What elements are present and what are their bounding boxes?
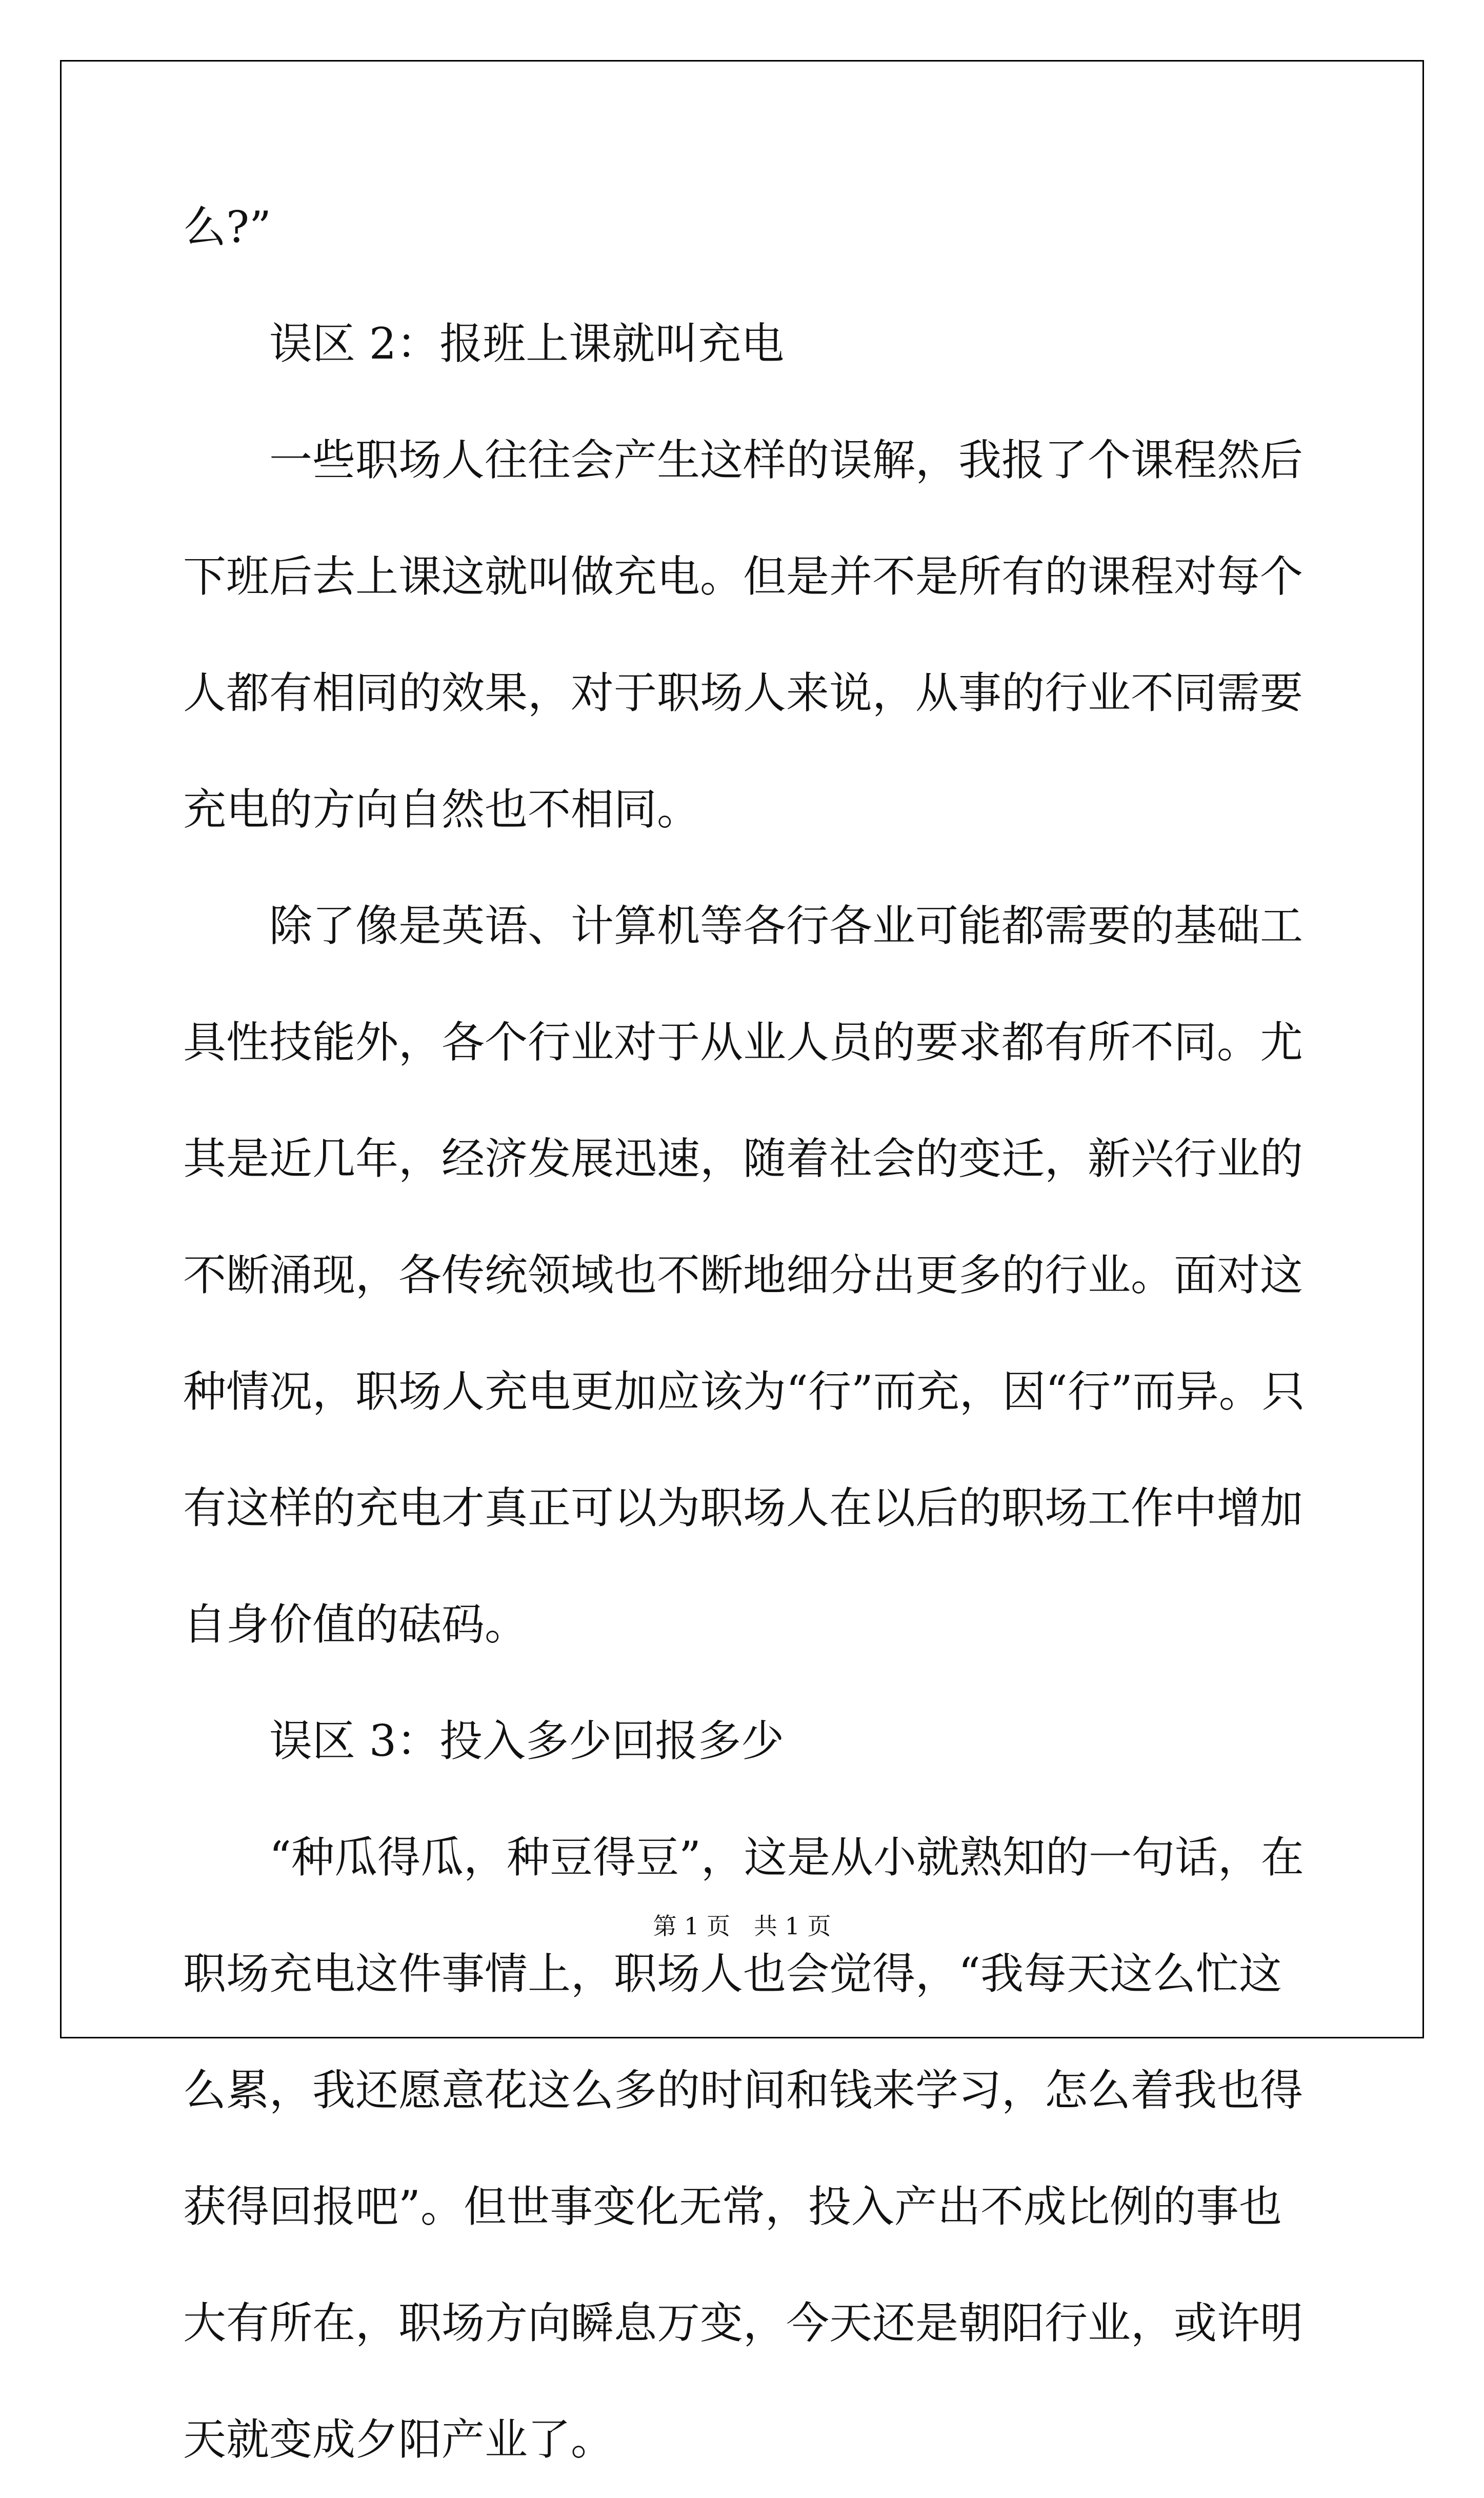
document-body: [183, 169, 1311, 2498]
heading-misconception-3: 误区 3：投入多少回报多少: [269, 1716, 785, 1766]
paragraph-misconception-2-intro: 一些职场人往往会产生这样的误解，我报了个课程然后下班后去上课这就叫做充电。但是并不是所有的课程对每个人都有相同的效果，对于职场人来说，从事的行业不同需要充电的方向自然也不相同。: [183, 435, 1303, 835]
page-number-footer: 第 1 页 共 1 页: [653, 1912, 831, 1940]
heading-misconception-2: 误区 2：报班上课就叫充电: [269, 319, 785, 369]
paragraph-misconception-2-detail: 除了像是英语、计算机等各行各业可能都需要的基础工具性技能外，各个行业对于从业人员的要求都有所不同。尤其是近几年，经济发展迅速，随着社会的变迁，新兴行业的不断涌现，各传统领域也不断地细分出更多的行业。面对这种情况，职场人充电更加应该为“行”而充，因“行”而异。只有这样的充电才真正可以为职场人在以后的职场工作中增加自身价值的砝码。: [183, 901, 1305, 1650]
paragraph-misconception-3: “种瓜得瓜，种豆得豆”，这是从小就熟知的一句话，在职场充电这件事情上，职场人也会觉得，“我每天这么忙这么累，我还愿意花这么多的时间和钱来学习，怎么着我也得获得回报吧”。但世事变化无常，投入产出不成比例的事也大有所在，职场方向瞬息万变，今天还是朝阳行业，或许明天就变成夕阳产业了。: [183, 1832, 1304, 2465]
paragraph-continuation: 么?”: [183, 202, 271, 252]
